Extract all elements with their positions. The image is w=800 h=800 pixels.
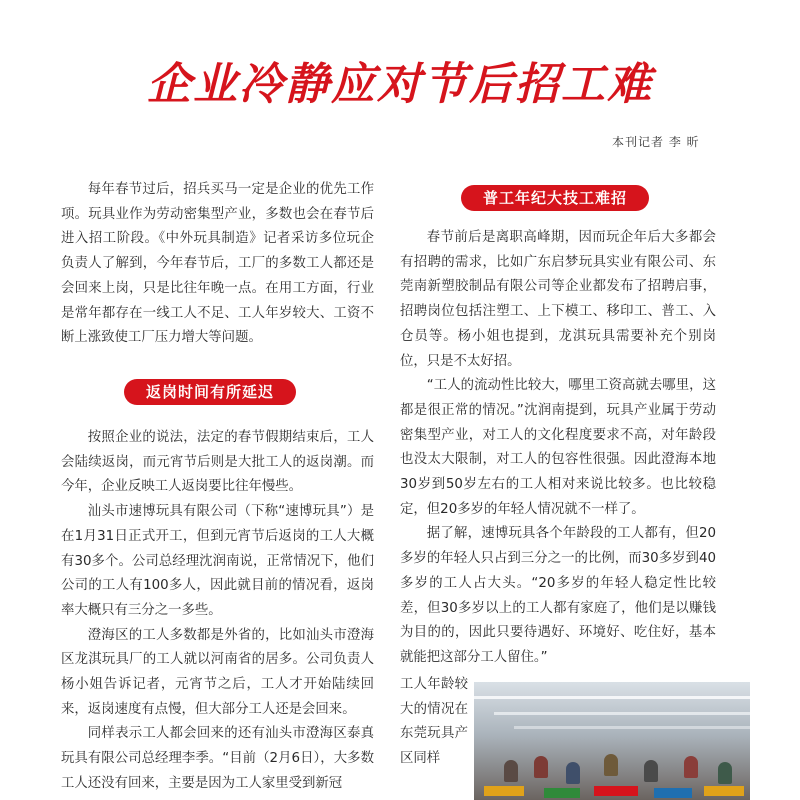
paragraph: 澄海区的工人多数都是外省的，比如汕头市澄海区龙淇玩具厂的工人就以河南省的居多。公司负责人杨小姐告诉记者，元宵节之后，工人才开始陆续回来，返岗速度有点慢，但大部分工人还是会回来。 — [61, 627, 374, 717]
paragraph: 春节前后是离职高峰期，因而玩企年后大多都会有招聘的需求，比如广东启梦玩具实业有限公司、东莞南新塑胶制品有限公司等企业都发布了招聘启事，招聘岗位包括注塑工、上下模工、移印工、普工、入仓员等。杨小姐也提到，龙淇玩具需要补充个别岗位，只是不太好招。 — [400, 230, 716, 369]
intro-paragraph: 每年春节过后，招兵买马一定是企业的优先工作项。玩具业作为劳动密集型产业，多数也会在春节后进入招工阶段。《中外玩具制造》记者采访多位玩企负责人了解到，今年春节后，工厂的多数工人都还是会回来上岗，只是比往年晚一点。在用工方面，行业是常年都存在一线工人不足、工人年岁较大、工资不断上涨致使工厂压力增大等问题。 — [61, 182, 374, 346]
right-column — [400, 226, 716, 671]
paragraph: 汕头市速博玩具有限公司（下称“速博玩具”）是在1月31日正式开工，但到元宵节后返岗的工人大概有30多个。公司总经理沈润南说，正常情况下，他们公司的工人有100多人，因此就目前的情况看，返岗率大概只有三分之一多些。 — [61, 504, 374, 618]
paragraph: 同样表示工人都会回来的还有汕头市澄海区泰真玩具有限公司总经理李季。“目前（2月6日），大多数工人还没有回来，主要是因为工人家里受到新冠 — [61, 726, 374, 791]
section-heading-recruitment — [461, 185, 649, 211]
paragraph: 按照企业的说法，法定的春节假期结束后，工人会陆续返岗，而元宵节后则是大批工人的返岗潮。而今年，企业反映工人返岗要比往年慢些。 — [61, 430, 374, 495]
factory-photo — [474, 682, 750, 800]
left-column — [61, 178, 374, 351]
paragraph: “工人的流动性比较大，哪里工资高就去哪里，这都是很正常的情况。”沈润南提到，玩具产业属于劳动密集型产业，对工人的文化程度要求不高，对年龄段也没太大限制，对工人的包容性很强。因此澄海本地30岁到50岁左右的工人相对来说比较多。也比较稳定，但20多岁的年轻人情况就不一样了。 — [400, 378, 716, 517]
heading-label: 返岗时间有所延迟 — [124, 379, 296, 405]
right-column-tail: 工人年龄较大的情况在东莞玩具产区同样 — [400, 677, 468, 767]
heading-label: 普工年纪大技工难招 — [461, 185, 649, 211]
byline: 本刊记者 李 昕 — [612, 135, 700, 149]
section-heading-return-delay — [124, 379, 296, 405]
paragraph: 据了解，速博玩具各个年龄段的工人都有，但20多岁的年轻人只占到三分之一的比例，而30多岁到40多岁的工人占大头。“20多岁的年轻人稳定性比较差，但30多岁以上的工人都有家庭了，他们是以赚钱为目的的，因此只要待遇好、环境好、吃住好，基本就能把这部分工人留住。” — [400, 526, 716, 665]
article-title: 企业冷静应对节后招工难 — [147, 59, 653, 110]
left-column-body — [61, 426, 374, 797]
